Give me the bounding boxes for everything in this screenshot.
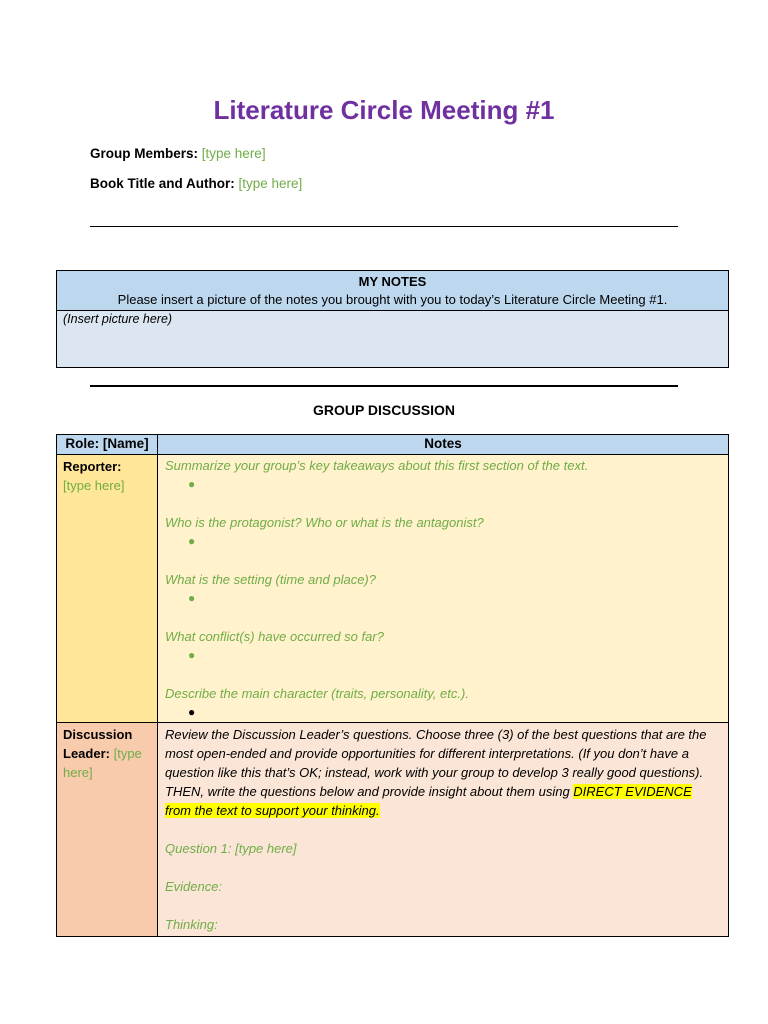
my-notes-instruction: Please insert a picture of the notes you brought with you to today’s Literature Circle Meeting #1. (117, 292, 668, 307)
group-discussion-table (56, 434, 729, 937)
discussion-leader-role-cell (57, 723, 158, 937)
bullet-point[interactable]: ● (188, 591, 196, 605)
bullet-point[interactable]: ● (188, 534, 196, 548)
group-members-value[interactable]: [type here] (201, 146, 266, 161)
page-title: Literature Circle Meeting #1 (213, 95, 555, 125)
divider-top (90, 226, 678, 227)
evidence-field[interactable]: Evidence: (165, 879, 223, 894)
book-title-value[interactable]: [type here] (238, 176, 303, 191)
book-title-field (90, 176, 302, 191)
column-header-role: Role: [Name] (57, 435, 158, 455)
discussion-leader-role-label-2: Leader: (63, 746, 110, 761)
my-notes-header (57, 271, 729, 311)
table-row-discussion-leader (57, 723, 729, 937)
reporter-notes-cell[interactable] (158, 455, 729, 723)
book-title-label: Book Title and Author: (90, 176, 235, 191)
discussion-leader-name-value-2[interactable]: here] (63, 765, 93, 780)
my-notes-table (56, 270, 729, 368)
divider-middle (90, 385, 678, 387)
my-notes-placeholder: (Insert picture here) (63, 312, 173, 326)
group-members-field (90, 146, 266, 161)
reporter-prompt: Describe the main character (traits, personality, etc.). (165, 686, 469, 701)
my-notes-heading: MY NOTES (358, 274, 427, 289)
discussion-leader-notes-cell[interactable] (158, 723, 729, 937)
discussion-leader-instructions: Review the Discussion Leader’s questions. Choose three (3) of the best questions that are the most open-ended and provide opportunities for different interpretations. (If you don’t have a question like this that’s OK; instead, work with your group to develop 3 really good questions). THEN, write the questions below and provide insight about them using DIRECT EVIDENCE from the text to support your thinking. (165, 727, 707, 818)
column-header-notes: Notes (158, 435, 729, 455)
reporter-prompt: What is the setting (time and place)? (165, 572, 376, 587)
group-members-label: Group Members: (90, 146, 199, 161)
highlighted-evidence-text: DIRECT EVIDENCE from the text to support your thinking. (165, 784, 692, 818)
reporter-prompt: What conflict(s) have occurred so far? (165, 629, 384, 644)
bullet-point[interactable]: ● (188, 705, 196, 719)
reporter-name-value[interactable]: [type here] (63, 478, 125, 493)
reporter-role-cell (57, 455, 158, 723)
reporter-prompt: Who is the protagonist? Who or what is the antagonist? (165, 515, 484, 530)
reporter-prompt: Summarize your group’s key takeaways about this first section of the text. (165, 458, 589, 473)
discussion-leader-name-value-1[interactable]: [type (113, 746, 142, 761)
question-1-field[interactable]: Question 1: [type here] (165, 841, 297, 856)
bullet-point[interactable]: ● (188, 477, 196, 491)
reporter-role-label: Reporter: (63, 459, 122, 474)
discussion-leader-role-label-1: Discussion (63, 727, 133, 742)
my-notes-picture-cell[interactable] (57, 311, 729, 368)
bullet-point[interactable]: ● (188, 648, 196, 662)
group-discussion-heading: GROUP DISCUSSION (312, 402, 456, 418)
thinking-field[interactable]: Thinking: (165, 917, 218, 932)
table-row-reporter (57, 455, 729, 723)
